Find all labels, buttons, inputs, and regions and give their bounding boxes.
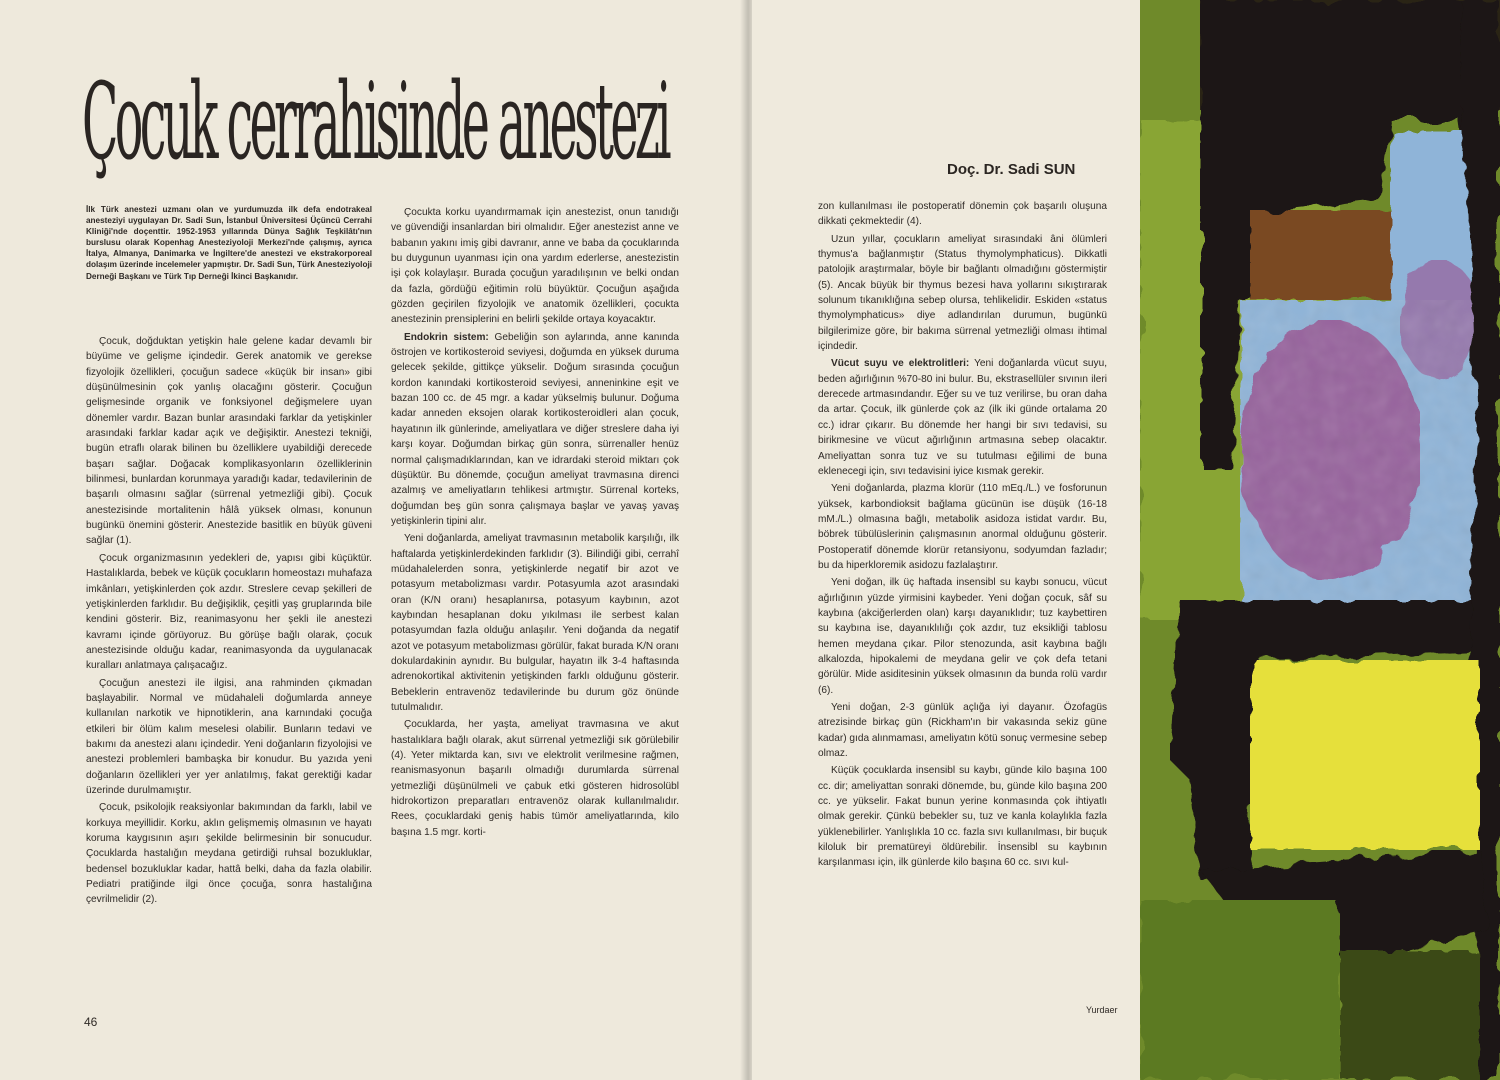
- column-1: [86, 334, 372, 908]
- paragraph-text: Yeni doğanlarda, ameliyat travmasının metabolik karşılığı, ilk haftalarda yetişkinlerdekinden farklıdır (3). Bilindiği gibi, cerrahî müdahalelerden sonra, yetişkinlerde negatif bir azot ve potasyum metabolizması vardır. Potasyumla azot arasındaki oran (K/N oranı) hesaplanırsa, potasyum kaybının, azot kaybından hesaplanan doku yıkılması ile serbest kalan potasyumdan fazla olduğu anlaşılır. Yeni doğanda da negatif azot ve potasyum metabolizması görülür, fakat burada K/N oranı dokulardakinin aynıdır. Bu bulgular, hayatın ilk 3-4 haftasında adrenokortikal aktivitenin yetişkinden farklı olduğunu gösterir. Bebeklerin entravenöz tedavilerinde bu durum göz önünde tutulmalıdır.: [391, 533, 679, 713]
- paragraph: [818, 232, 1107, 355]
- paragraph: Çocuk, psikolojik reaksiyonlar bakımından da farklı, labil ve korkuya meyillidir. Korku, aklın gelişmemiş olmasının ve hayatı koruma kaygısının aşırı şekilde belirmesinin bir sonucudur. Çocuklarda hastalığın meydana getirdiği ruhsal bozukluklar, bedensel bozukluklar kadar, hattâ belki, daha da fazla olabilir. Pediatri pratiğinde ilgi önce çocuğa, sonra hastalığına çevrilmelidir (2).: [86, 802, 372, 906]
- right-page: [752, 0, 1140, 1080]
- paragraph: Çocuk, doğduktan yetişkin hale gelene kadar devamlı bir büyüme ve gelişme içindedir. Gerek anatomik ve gerekse fizyolojik özellikleri, çocuğun sadece «küçük bir insan» gibi düşünülmesinin çok yanlış olacağını gösterir. Çocuğun gelişmesinde organik ve fonksiyonel değişmelere uyan dönemler vardır. Bazan bunlar arasındaki farklar da yetişkinler arasındaki farklar kadar açık ve değişiktir. Anestezi tekniği, bugün etraflı olarak bilinen bu özelliklere uyabildiği derecede başarı sağlar. Doğacak komplikasyonların özelliklerinin bilinmesi, bunlardan korunmaya yaradığı kadar, tedavilerinin de başarılı olmasını sağlar (sürrenal yetmezliği gibi). Çocuk anestezisinde mortalitenin hâlâ yüksek olması, konunun bugünkü önemini gösterir. Anestezide basitlik en büyük güveni sağlar (1).: [86, 336, 372, 547]
- photo-credit: Yurdaer: [1086, 1005, 1118, 1015]
- art-brown-block: [1250, 210, 1410, 300]
- left-page: [0, 0, 748, 1080]
- paragraph: [818, 199, 1107, 230]
- paragraph: [391, 717, 679, 840]
- paragraph: [818, 481, 1107, 573]
- article-title: Çocuk cerrahisinde anestezi: [82, 60, 668, 184]
- paragraph-text: Küçük çocuklarda insensibl su kaybı, günde kilo başına 100 cc. dir; ameliyattan sonraki dönemde, bu, günde kilo başına 200 cc. ye yükselir. Fakat bunun yerine konmasında çok ihtiyatlı olmak gerekir. Çünkü bebekler su, tuz ve kanla kolaylıkla fazla yüklenebilirler. Yanlışlıkla 10 cc. fazla sıvı kullanılması, bir buçuk kiloluk bir prematüreyi öldürebilir. İnsensibl su kaybının karşılanması için, ilk günlerde kilo başına 60 cc. sıvı kul-: [818, 765, 1107, 869]
- paragraph-text: Yeni doğanlarda vücut suyu, beden ağırlığının %70-80 ini bulur. Bu, ekstrasellüler sıvının ileri derecede artmasındandır. Eğer su ve tuz verilirse, bu oran daha da artar. Çocuk, ilk günlerde çok az (ilk iki günde ortalama 20 cc.) idrar çıkarır. Bu dönemde her hangi bir sıvı tedavisi, su birikmesine ve vücut ağırlığının artmasına sebep olacaktır. Ameliyattan sonra tuz ve su tutulması eğilimi de buna eklenecegi için, sıvı tedavisini iyice kısmak gerekir.: [818, 358, 1107, 477]
- paragraph: [818, 575, 1107, 698]
- art-bottom-right-dark: [1340, 950, 1480, 1080]
- paragraph: [818, 763, 1107, 870]
- section-heading-vucut-suyu: Vücut suyu ve elektrolitleri:: [831, 358, 970, 370]
- art-blue-mottle: [1240, 300, 1490, 620]
- paragraph-text: Yeni doğanlarda, plazma klorür (110 mEq./L.) ve fosforunun yüksek, karbondioksit bağlama gücünün ise düşük (16-18 mM./L.) olmasına bağlı, metabolik asidoza istidat vardır. Bu, böbrek tübülüslerinin çalışmasının anormal olduğunu gösterir. Postoperatif dönemde klorür retansiyonu, sodyumdan fazladır; bu da hiperkloremik asidozu fazlalaştırır.: [818, 483, 1107, 571]
- paragraph-text: Yeni doğan, 2-3 günlük açlığa iyi dayanır. Özofagüs atrezisinde birkaç gün (Rickham'ın bir vakasında sekiz güne kadar) gıda alınmaması, ameliyatın kötü sonuç vermesine sebep olmaz.: [818, 702, 1107, 760]
- author-name: Doç. Dr. Sadi SUN: [947, 161, 1076, 178]
- paragraph: [818, 356, 1107, 479]
- column-2: [391, 205, 679, 840]
- paragraph-text: Çocukta korku uyandırmamak için anestezist, onun tanıdığı ve güvendiği insanlardan biri olmalıdır. Eğer anestezist anne ve babanın yakını imiş gibi davranır, anne ve baba da çocuklarında bu duygunun uyanması için ona yardım ederlerse, anestezistin işi çok kolaylaşır. Burada çocuğun yaradılışının ve belki ondan da fazla, gördüğü eğitimin rolü büyüktür. Çocuğun aşağıda gözden geçirilen fizyolojik ve anatomik özellikleri, çocukta anestezinin prensiplerini en belirli şekilde ortaya koyacaktır.: [391, 207, 679, 326]
- abstract-painting: [1140, 0, 1500, 1080]
- paragraph: Çocuğun anestezi ile ilgisi, ana rahminden çıkmadan başlayabilir. Normal ve müdahaleli doğumlarda anneye kullanılan narkotik ve hipnotiklerin, ana karnındaki çocuğa etkileri bir ölüm kalım meselesi olabilir. Bunların tedavi ve bakımı da anestezi alanı içindedir. Yeni doğanların fizyolojisi ve anestezi problemleri bambaşka bir konudur. Bu yazıda yeni doğanların özellikleri yer yer anlatılmış, fakat gerektiği kadar üzerinde durulmamıştır.: [86, 677, 372, 796]
- art-green-bottom: [1140, 900, 1340, 1080]
- section-heading-endokrin: Endokrin sistem:: [404, 331, 489, 343]
- paragraph-text: Çocuklarda, her yaşta, ameliyat travmasına ve akut hastalıklara bağlı olarak, akut sürrenal yetmezliği sık görülebilir (4). Yeter miktarda kan, sıvı ve elektrolit verilmesine rağmen, reanismasyonun başarılı olmadığı durumlarda sürrenal yetmezliği düşünülmeli ve çabuk etki gösteren hidrosolübl hidrokortizon preparatları entravenöz olarak kullanılmalıdır. Rees, çocuklardaki geniş habis tümör ameliyatlarında, kilo başına 1.5 mgr. korti-: [391, 719, 679, 838]
- page-number: 46: [84, 1015, 98, 1029]
- paragraph: [818, 700, 1107, 761]
- paragraph: [391, 531, 679, 715]
- author-intro: İlk Türk anestezi uzmanı olan ve yurdumuzda ilk defa endotrakeal anesteziyi uygulayan Dr. Sadi Sun, İstanbul Üniversitesi Üçüncü Cerrahi Kliniği'nde doçenttir. 1952-1953 yıllarında Dünya Sağlık Teşkilâtı'nın burslusu olarak Kopenhag Anesteziyoloji Merkezi'nde çalışmış, ayrıca İtalya, Almanya, Danimarka ve İngiltere'de anestezi ve ekstrakorporeal dolaşım üzerinde incelemeler yapmıştır. Dr. Sadi Sun, Türk Anesteziyoloji Derneği Başkanı ve Türk Tıp Derneği İkinci Başkanıdır.: [86, 205, 372, 281]
- paragraph-text: zon kullanılması ile postoperatif dönemin çok başarılı oluşuna dikkati çekmektedir (4).: [818, 201, 1107, 228]
- paragraph: Çocuk organizmasının yedekleri de, yapısı gibi küçüktür. Hastalıklarda, bebek ve küçük çocukların homeostazı muhafaza imkânları, yetişkinlerden çok azdır. Streslere cevap şekilleri de yetişkinlerden farklıdır. Bu değişiklik, çeşitli yaş gruplarında bile kendini gösterir. Biz, reanimasyonu her şekli ile anestezi kavramı içinde görüyoruz. Bu görüşe bağlı olarak, çocuk anestezisinde olduğu kadar, reanimasyonda da uygulanacak kuralları anlatmaya çalışacağız.: [86, 552, 372, 672]
- column-3: [818, 199, 1107, 871]
- paragraph-text: Uzun yıllar, çocukların ameliyat sırasındaki âni ölümleri thymus'a bağlanmıştır (Status thymolymphaticus). Dikkatli patolojik araştırmalar, böyle bir bağlantı olmadığını göstermiştir (5). Ancak büyük bir thymus bezesi hava yollarını sıkıştırarak solunum tıkanıklığına sebep olursa, tehlikelidir. Eskiden «status thymolymphaticus» diye adlandırılan durumun, bugünkü bilgilerimize göre, bir bakıma sürrenal yetmezliği olması ihtimal içindedir.: [818, 233, 1107, 353]
- paragraph: [391, 330, 679, 529]
- paragraph: [391, 205, 679, 328]
- paragraph-text: Gebeliğin son aylarında, anne kanında östrojen ve kortikosteroid seviyesi, doğumda en yüksek duruma gelecek şekilde, gittikçe yükselir. Doğum sırasında çocuğun kordon kanındaki kortikosteroid seviyesi, anneninkine eşit ve bazan 100 cc. de 45 mgr. a kadar yükselmiş bulunur. Doğuma kadar anneden eksojen olarak kortikosteroidleri alan çocuk, hayatının ilk günlerinde, ameliyatlara ve diğer streslere daha iyi karşı koyar. Doğumdan birkaç gün sonra, sürrenaller henüz normal çalışmadıklarından, kan ve idrardaki steroid miktarı çok düşüktür. Bu dönemde, çocuğun ameliyat travmasına direnci azalmış ve ameliyatların tehlikesi artmıştır. Sürrenal korteks, doğumdan beş gün sonra çalışmaya başlar ve yavaş yavaş yetişkinlerin tipini alır.: [391, 331, 680, 527]
- art-yellow-block: [1250, 660, 1480, 850]
- paragraph-text: Yeni doğan, ilk üç haftada insensibl su kaybı sonucu, vücut ağırlığının yüzde yirmisini kaybeder. Yeni doğan çocuk, sâf su kaybına (akciğerlerden olan) karşı dayanıklıdır; tuz kaybettiren su kaybına ise, dayanıklılığı çok azdır, tuz eksikliği tablosu hemen meydana çıkar. Pilor stenozunda, asit kaybına bağlı alkalozda, hipokalemi de meydana gelir ve çok defa tetani görülür. Mide asiditesinin yüksek olmasının da bunda rolü vardır (6).: [818, 577, 1107, 696]
